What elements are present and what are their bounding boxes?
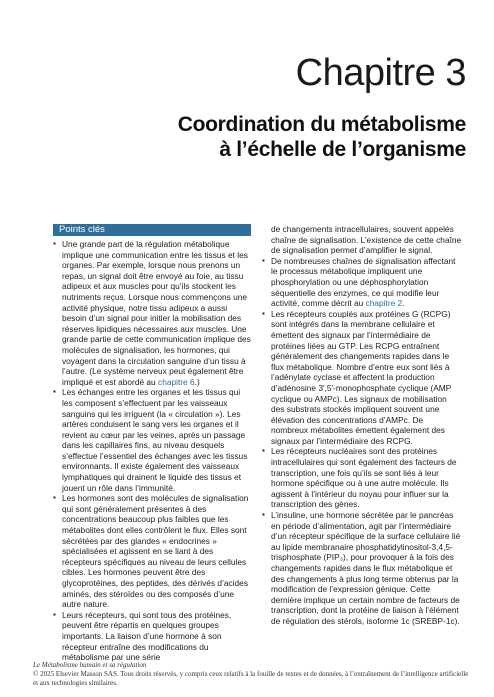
key-points-header [53,224,251,236]
key-points-list-left [53,239,251,663]
key-point-item [262,256,462,309]
key-point-item [262,309,462,447]
key-point-item [53,239,251,387]
left-column [53,224,251,663]
book-title: Le Métabolisme humain et sa régulation [33,661,147,669]
key-point-text: Leurs récepteurs, qui sont tous des protéines, peuvent être répartis en quelques groupes importants. La liaison d’une hormone à son récepteur entraîne des modifications du métabolisme par une série [62,609,232,663]
copyright-notice: © 2025 Elsevier Masson SAS. Tous droits réservés, y compris ceux relatifs à la fouille de textes et de données, à l’entraînement de l’intelligence artificielle et aux technologies similaires. [33,670,469,687]
key-point-text: de changements intracellulaires, souvent appelés chaîne de signalisation. L’existence de cette chaîne de signalisation permet d’amplifier le signal. [271,224,462,256]
key-point-item [262,510,462,627]
key-point-continuation [262,224,462,256]
key-point-text-end: . [402,298,405,309]
key-point-text: De nombreuses chaînes de signalisation affectant le processus métabolique impliquent une phosphorylation ou une déphosphorylation séquentielle des enzymes, ce qui modifie leur activité, comme décrit au [271,255,456,309]
key-point-text-end: .) [194,376,200,387]
key-point-item [53,387,251,493]
key-point-text: Les échanges entre les organes et les tissus qui les composent s’effectuent par les vaisseaux sanguins qui les irriguent (la « circulation »). Les artères conduisent le sang vers les organes et il revient au cœur par les veines, après un passage dans les capillaires fins, au niveau desquels s’effectue l’essentiel des échanges avec les tissus environnants. Il existe également des vaisseaux lymphatiques qui drainent le liquide des tissus et jouent un rôle dans l’immunité. [62,387,248,493]
key-point-item [53,610,251,663]
key-point-item [53,493,251,610]
chapter-header [0,0,494,225]
chapter-label: Chapitre 3 [295,52,466,94]
chapter-title-line-1: Coordination du métabolisme [177,113,466,136]
page-footer [33,661,473,688]
key-point-text: Les récepteurs nucléaires sont des protéines intracellulaires qui sont également des facteurs de transcription, une fois qu’ils se sont liés à leur hormone spécifique ou à une autre molécule. Ils agissent à l’intérieur du noyau pour influer sur la transcription des gènes. [271,446,457,510]
key-point-text: Les récepteurs couplés aux protéines G (RCPG) sont intégrés dans la membrane cellulaire et émettent des signaux par l’intermédiaire de protéines liées au GTP. Les RCPG entraînent généralement des changements rapides dans le flux métabolique. Nombre d’entre eux sont liés à l’adénylate cyclase et affectent la production d’adénosine 3′,5′-monophosphate cyclique (AMP cyclique ou AMPc). Les signaux de mobilisation des substrats stockés impliquent souvent une élévation des concentrations d’AMPc. De nombreux métabolites émettent également des signaux par l’intermédiaire des RCPG. [271,308,452,446]
chapter-link[interactable]: chapitre 6 [158,376,195,387]
chapter-title [178,112,466,162]
key-point-item [262,446,462,510]
key-point-text: L’insuline, une hormone sécrétée par le pancréas en période d’alimentation, agit par l’intermédiaire d’un récepteur spécifique de la surface cellulaire lié au lipide membranaire phosphatidylinositol-3,4,5-trisphosphate (PIP₃), pour provoquer à la fois des changements rapides dans le flux métabolique et des changements à plus long terme obtenus par la modification de l’expression génique. Cette dernière implique un certain nombre de facteurs de transcription, dont la protéine de liaison à l’élément de régulation des stérols, isoforme 1c (SREBP-1c). [271,510,461,626]
chapter-link[interactable]: chapitre 2 [365,298,403,309]
chapter-title-line-2: à l’échelle de l’organisme [219,138,466,161]
key-points-list-right [262,224,462,627]
right-column [262,224,462,627]
key-point-text: Une grande part de la régulation métabolique implique une communication entre les tissus et les organes. Par exemple, lorsque nous prenons un repas, un signal doit être envoyé au foie, au tissu adipeux et aux muscles pour qu’ils stockent les nutriments reçus. Lorsque nous commençons une activité physique, notre tissu adipeux a aussi besoin d’un signal pour initier la mobilisation des réserves lipidiques nécessaires aux muscles. Une grande partie de cette communication implique des molécules de signalisation, les hormones, qui voyagent dans la circulation sanguine d’un tissu à l’autre. (Le système nerveux peut également être impliqué et est abordé au [62,239,251,387]
key-points-label: Points clés [59,223,105,235]
key-point-text: Les hormones sont des molécules de signalisation qui sont généralement présentes à des concentrations beaucoup plus faibles que les métabolites dont elles contrôlent le flux. Elles sont sécrétées par des glandes « endocrines » spécialisées et agissent en se liant à des récepteurs spécifiques au niveau de leurs cellules cibles. Les hormones peuvent être des glycoprotéines, des peptides, des dérivés d’acides aminés, des stéroïdes ou des composés d’une autre nature. [62,493,249,610]
